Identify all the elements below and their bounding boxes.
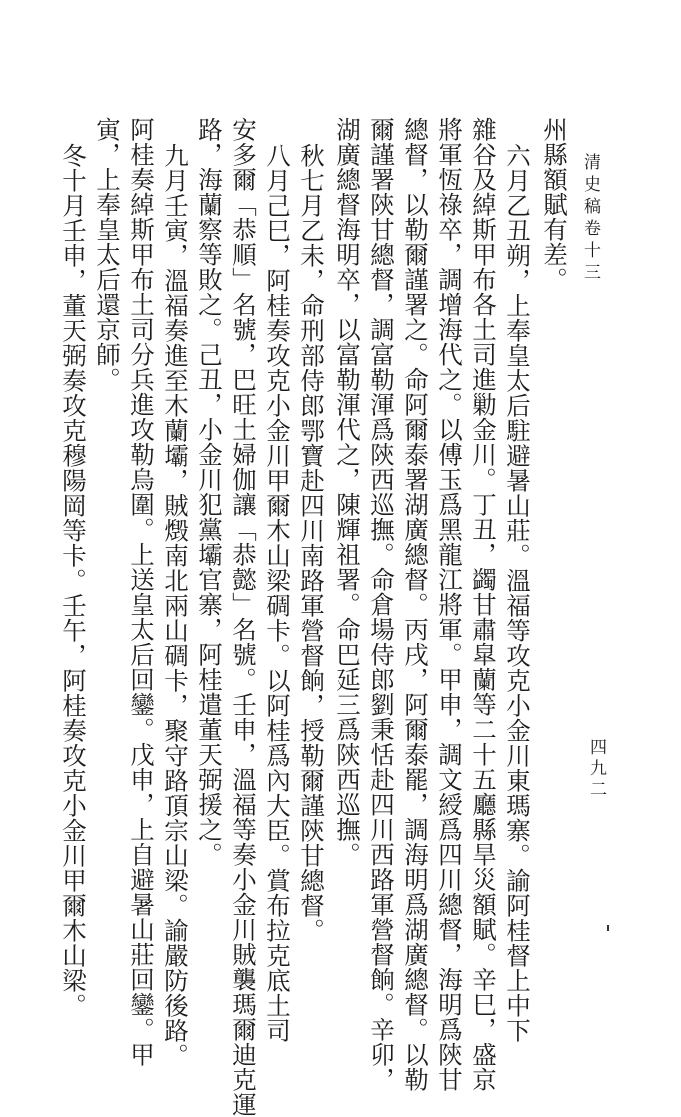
- text-column-11: 路，海蘭察等敗之。己丑，小金川犯黨壩官寨，阿桂遣董天弼援之。: [195, 117, 224, 867]
- text-column-12: 九月壬寅，溫福奏進至木蘭壩，賊燬南北兩山碉卡，聚守路頂宗山梁。諭嚴防後路。: [161, 143, 190, 1068]
- print-speck: [607, 925, 609, 931]
- text-column-10: 安多爾「恭順」名號，巴旺土婦伽讓「恭懿」名號。壬申，溫福等奏小金川賊襲瑪爾迪克運: [229, 117, 258, 1117]
- text-column-7: 湖廣總督海明卒，以富勒渾代之，陳輝祖署。命巴延三爲陝西巡撫。: [333, 117, 362, 867]
- text-column-14: 寅，上奉皇太后還京師。: [93, 117, 122, 392]
- text-column-3: 雜谷及綽斯甲布各土司進勦金川。丁丑，蠲甘肅皐蘭等二十五廳縣旱災額賦。辛巳，盛京: [469, 117, 498, 1092]
- text-column-1: 州縣額賦有差。: [540, 117, 569, 292]
- running-header-title: 清史稿卷十三: [580, 153, 600, 285]
- text-column-6: 爾謹署陝甘總督，調富勒渾爲陝西巡撫。命倉場侍郎劉秉恬赴四川西路軍營督餉。辛卯，: [367, 117, 396, 1092]
- text-column-15: 冬十月壬申，董天弼奏攻克穆陽岡等卡。壬午，阿桂奏攻克小金川甲爾木山梁。: [59, 143, 88, 1018]
- text-column-9: 八月己巳，阿桂奏攻克小金川甲爾木山梁碉卡。以阿桂爲內大臣。賞布拉克底土司: [263, 143, 292, 1043]
- text-column-2: 六月乙丑朔，上奉皇太后駐避暑山莊。溫福等攻克小金川東瑪寨。諭阿桂督上中下: [503, 143, 532, 1043]
- text-column-5: 總督，以勒爾謹署之。命阿爾泰署湖廣總督。丙戌，阿爾泰罷，調海明爲湖廣總督。以勒: [401, 117, 430, 1092]
- page-number: 四九二: [586, 738, 606, 801]
- text-column-8: 秋七月乙未，命刑部侍郎鄂寶赴四川南路軍營督餉，授勒爾謹陝甘總督。: [297, 143, 326, 943]
- text-column-13: 阿桂奏綽斯甲布土司分兵進攻勒烏圍。上送皇太后回鑾。戊申，上自避暑山莊回鑾。甲: [127, 117, 156, 1067]
- text-column-4: 將軍恆祿卒，調增海代之。以傅玉爲黑龍江將軍。甲申，調文綬爲四川總督，海明爲陝甘: [435, 117, 464, 1092]
